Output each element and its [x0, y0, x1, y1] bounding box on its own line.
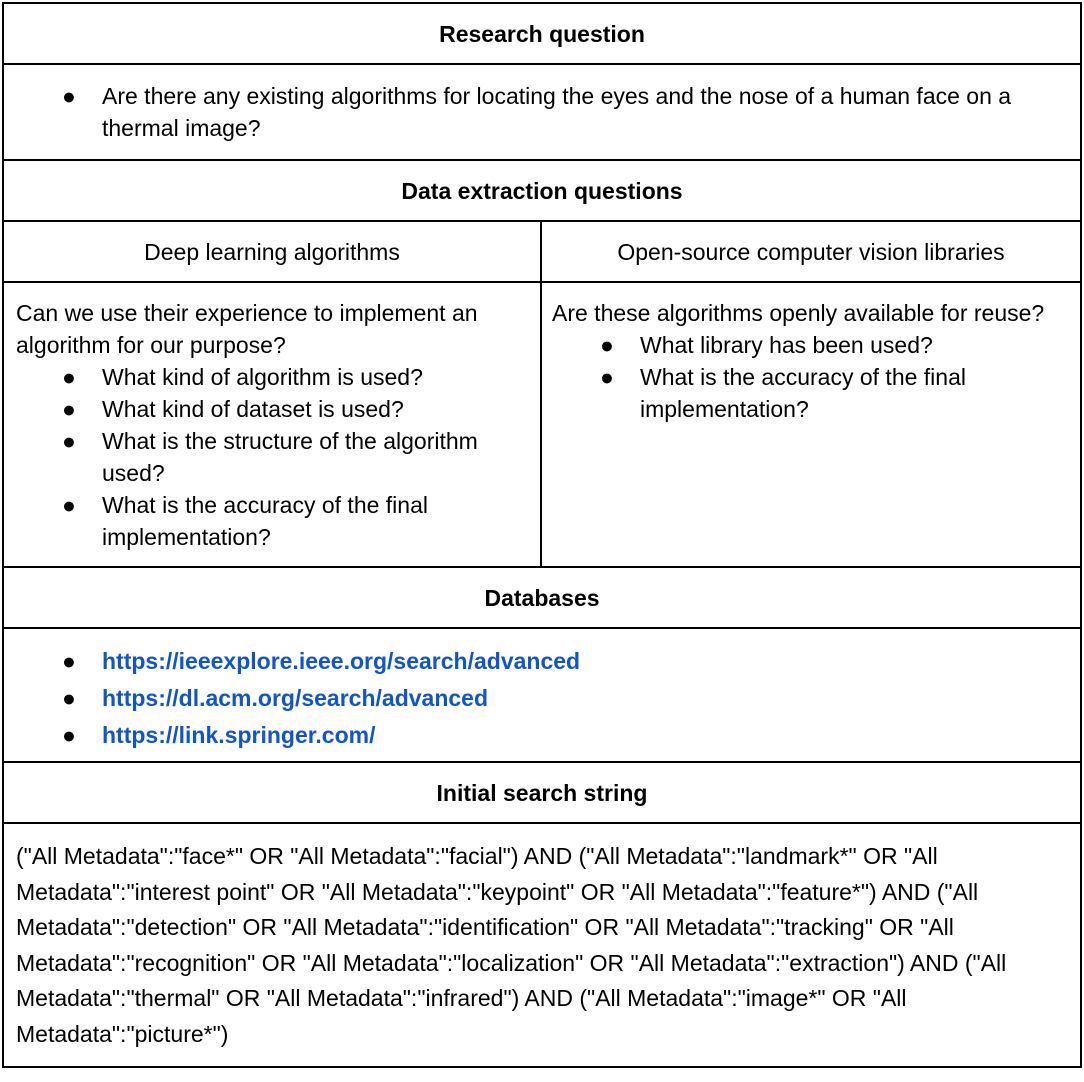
- bullet-icon: ●: [62, 685, 76, 711]
- ieee-xplore-link[interactable]: https://ieeexplore.ieee.org/search/advanced: [102, 648, 581, 674]
- research-question-header: Research question: [3, 3, 1081, 64]
- bullet-icon: ●: [62, 492, 76, 518]
- list-item: [4, 489, 540, 553]
- cv-libraries-column-title: Open-source computer vision libraries: [541, 221, 1081, 282]
- cv-libraries-intro: Are these algorithms openly available for reuse?: [552, 300, 1045, 326]
- search-string-row: [3, 823, 1081, 1067]
- list-item: [4, 680, 1080, 717]
- list-item: [542, 361, 1080, 425]
- cv-libraries-question-list: [542, 329, 1080, 425]
- question-text: What kind of dataset is used?: [102, 396, 404, 422]
- research-question-cell: [3, 64, 1081, 160]
- bullet-icon: ●: [62, 722, 76, 748]
- deep-learning-intro: Can we use their experience to implement an algorithm for our purpose?: [16, 300, 478, 358]
- list-item: [4, 393, 540, 425]
- question-text: What is the accuracy of the final implementation?: [102, 492, 428, 550]
- search-string-cell: [3, 823, 1081, 1067]
- research-question-list: [4, 65, 1080, 144]
- list-item: [4, 643, 1080, 680]
- database-link-list: [4, 629, 1080, 754]
- bullet-icon: ●: [62, 83, 76, 109]
- research-question-item: [4, 80, 1080, 144]
- deep-learning-column-title: Deep learning algorithms: [3, 221, 541, 282]
- question-text: What is the structure of the algorithm used?: [102, 428, 478, 486]
- data-extraction-content-row: [3, 282, 1081, 567]
- databases-header-row: [3, 567, 1081, 628]
- bullet-icon: ●: [62, 648, 76, 674]
- research-question-row: [3, 64, 1081, 160]
- data-extraction-header: Data extraction questions: [3, 160, 1081, 221]
- search-string-header: Initial search string: [3, 762, 1081, 823]
- search-string-text: ("All Metadata":"face*" OR "All Metadata":"facial") AND ("All Metadata":"landmark*" OR "All Metadata":"interest point" OR "All Metadata":"keypoint" OR "All Metadata":"feature*") AND ("All Metadata":"detection" OR "All Metadata":"identification" OR "All Metadata":"tracking" OR "All Metadata":"recognition" OR "All Metadata":"localization" OR "All Metadata":"extraction") AND ("All Metadata":"thermal" OR "All Metadata":"infrared") AND ("All Metadata":"image*" OR "All Metadata":"picture*"): [16, 843, 1007, 1047]
- bullet-icon: ●: [600, 332, 614, 358]
- deep-learning-question-list: [4, 361, 540, 553]
- databases-cell: [3, 628, 1081, 762]
- search-string-header-row: [3, 762, 1081, 823]
- data-extraction-subheader-row: [3, 221, 1081, 282]
- list-item: [542, 329, 1080, 361]
- acm-dl-link[interactable]: https://dl.acm.org/search/advanced: [102, 685, 489, 711]
- cv-libraries-questions-cell: [541, 282, 1081, 567]
- research-question-text: Are there any existing algorithms for locating the eyes and the nose of a human face on a thermal image?: [102, 83, 1012, 141]
- question-text: What kind of algorithm is used?: [102, 364, 423, 390]
- question-text: What library has been used?: [640, 332, 933, 358]
- research-question-header-row: [3, 3, 1081, 64]
- bullet-icon: ●: [600, 364, 614, 390]
- bullet-icon: ●: [62, 428, 76, 454]
- list-item: [4, 361, 540, 393]
- springer-link[interactable]: https://link.springer.com/: [102, 722, 376, 748]
- question-text: What is the accuracy of the final implementation?: [640, 364, 966, 422]
- list-item: [4, 717, 1080, 754]
- data-extraction-header-row: [3, 160, 1081, 221]
- bullet-icon: ●: [62, 364, 76, 390]
- databases-header: Databases: [3, 567, 1081, 628]
- review-protocol-table: [2, 2, 1082, 1068]
- list-item: [4, 425, 540, 489]
- deep-learning-questions-cell: [3, 282, 541, 567]
- databases-row: [3, 628, 1081, 762]
- bullet-icon: ●: [62, 396, 76, 422]
